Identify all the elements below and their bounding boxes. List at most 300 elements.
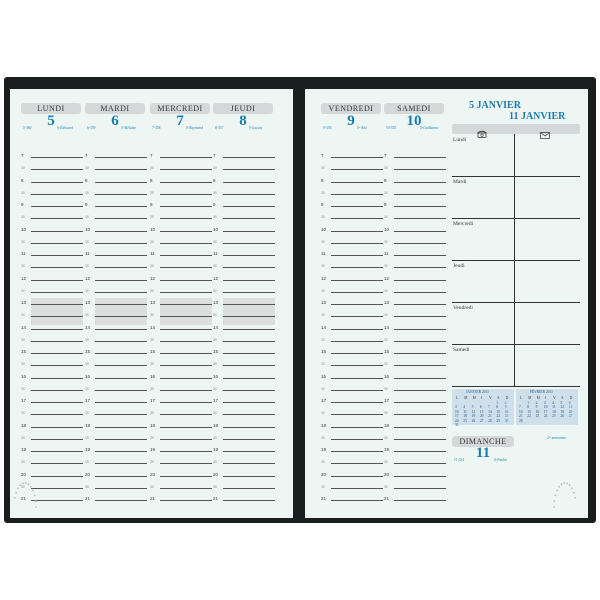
hour-number: 18	[384, 422, 390, 428]
half-hour-label: 30	[150, 313, 154, 318]
mini-calendar-day: 13	[479, 409, 484, 414]
half-hour-label: 30	[384, 166, 388, 171]
half-hour-label: 30	[150, 166, 154, 171]
hour-line	[31, 329, 83, 330]
half-hour-line	[223, 267, 275, 268]
half-hour-label: 30	[150, 484, 154, 489]
mini-calendar-day: 24	[543, 414, 548, 419]
half-hour-label: 30	[150, 337, 154, 342]
week-day-label: Mercredi	[453, 221, 474, 227]
mini-calendar-day: 21	[519, 414, 523, 419]
mini-calendar-day: 18	[552, 409, 556, 414]
hour-number: 16	[21, 373, 27, 379]
half-hour-label: 30	[21, 313, 25, 318]
half-hour-label: 30	[150, 215, 154, 220]
hour-number: 15	[384, 349, 390, 354]
half-hour-line	[31, 243, 83, 244]
mini-calendar-day: 13	[568, 405, 573, 410]
day-name-pill: JEUDI	[213, 103, 273, 114]
hour-line	[31, 255, 83, 256]
week-day-line	[452, 344, 580, 345]
hour-number: 17	[21, 398, 27, 403]
hour-number: 7	[85, 153, 88, 158]
half-hour-label: 30	[85, 215, 89, 220]
half-hour-line	[95, 390, 147, 391]
half-hour-label: 30	[21, 386, 25, 391]
sunday-code: 11-354	[454, 458, 465, 462]
mini-calendar-day: 6	[568, 401, 571, 405]
half-hour-label: 30	[321, 288, 325, 293]
day-number: 8	[239, 113, 247, 129]
hour-number: 10	[21, 226, 27, 232]
half-hour-line	[31, 390, 83, 391]
hour-line	[223, 206, 275, 207]
mini-calendar-header: V	[553, 396, 556, 400]
hour-line	[95, 280, 147, 281]
hour-line	[31, 402, 83, 403]
half-hour-label: 30	[213, 337, 217, 342]
hour-number: 21	[150, 496, 156, 501]
saint-name: Sᵗ Édouard	[57, 126, 73, 130]
half-hour-line	[394, 169, 446, 170]
hour-number: 18	[321, 422, 327, 428]
half-hour-line	[31, 316, 83, 317]
mini-calendar-day: 25	[552, 414, 556, 419]
mini-calendar-day: 30	[504, 418, 509, 423]
half-hour-line	[331, 218, 383, 219]
half-hour-line	[223, 365, 275, 366]
hour-number: 16	[384, 373, 390, 379]
half-hour-label: 30	[384, 460, 388, 465]
half-hour-line	[31, 267, 83, 268]
half-hour-line	[331, 243, 383, 244]
hour-number: 11	[213, 251, 218, 256]
half-hour-label: 30	[150, 411, 154, 416]
half-hour-line	[331, 194, 383, 195]
mini-calendar-day: 27	[479, 418, 484, 423]
hour-line	[95, 476, 147, 477]
mini-calendar-day: 11	[552, 405, 556, 410]
hour-line	[95, 402, 147, 403]
hour-line	[31, 353, 83, 354]
hour-line	[331, 451, 383, 452]
hour-number: 12	[21, 275, 27, 281]
hour-number: 20	[150, 471, 156, 477]
hour-number: 9	[213, 202, 216, 207]
hour-number: 15	[213, 349, 219, 354]
half-hour-label: 30	[213, 190, 217, 195]
half-hour-label: 30	[213, 386, 217, 391]
half-hour-line	[331, 169, 383, 170]
day-number: 5	[47, 113, 55, 129]
hour-number: 11	[85, 251, 90, 256]
half-hour-line	[31, 292, 83, 293]
half-hour-label: 30	[85, 484, 89, 489]
hour-line	[394, 402, 446, 403]
half-hour-line	[95, 267, 147, 268]
half-hour-label: 30	[213, 313, 217, 318]
half-hour-label: 30	[321, 239, 325, 244]
mini-calendar-day: 28	[488, 418, 492, 423]
mini-calendar-day: 20	[568, 409, 573, 414]
hour-line	[223, 476, 275, 477]
day-name-pill: LUNDI	[21, 103, 81, 114]
mini-calendar-day: 3	[455, 405, 457, 410]
mini-calendar-title: JANVIER 2011	[466, 390, 489, 394]
mini-calendar-day: 24	[455, 418, 459, 423]
half-hour-label: 30	[21, 337, 25, 342]
week-day-line	[452, 218, 580, 219]
mini-calendar-day: 5	[560, 401, 563, 405]
day-number: 10	[406, 113, 422, 129]
half-hour-line	[160, 341, 212, 342]
hour-line	[95, 206, 147, 207]
hour-number: 10	[150, 226, 156, 232]
hour-line	[95, 329, 147, 330]
half-hour-label: 30	[213, 288, 217, 293]
hour-line	[95, 353, 147, 354]
mini-calendar-day: 1	[496, 401, 499, 405]
hour-line	[331, 427, 383, 428]
half-hour-line	[331, 341, 383, 342]
half-hour-label: 30	[85, 435, 89, 440]
hour-line	[160, 231, 212, 232]
half-hour-label: 30	[384, 435, 388, 440]
hour-number: 7	[321, 153, 324, 158]
hour-number: 10	[384, 226, 390, 232]
half-hour-line	[31, 341, 83, 342]
hour-line	[31, 304, 83, 305]
half-hour-label: 30	[150, 190, 154, 195]
half-hour-line	[331, 365, 383, 366]
half-hour-line	[95, 169, 147, 170]
hour-line	[95, 255, 147, 256]
mini-calendar-day: 8	[496, 405, 499, 410]
half-hour-label: 30	[384, 484, 388, 489]
hour-number: 16	[150, 373, 156, 379]
hour-line	[95, 451, 147, 452]
hour-line	[95, 157, 147, 158]
hour-number: 12	[213, 275, 219, 281]
hour-number: 14	[21, 324, 27, 330]
half-hour-line	[95, 463, 147, 464]
hour-line	[31, 451, 83, 452]
mini-calendar-header: L	[456, 396, 459, 400]
half-hour-label: 30	[213, 166, 217, 171]
half-hour-line	[95, 341, 147, 342]
hour-line	[223, 157, 275, 158]
hour-line	[223, 329, 275, 330]
day-name-pill: MARDI	[85, 103, 145, 114]
mini-calendar-day: 23	[535, 414, 540, 419]
half-hour-line	[223, 218, 275, 219]
hour-number: 19	[213, 447, 219, 452]
hour-number: 13	[150, 300, 156, 305]
hour-line	[160, 304, 212, 305]
day-number: 9	[347, 113, 355, 129]
mini-calendar-day: 28	[519, 418, 523, 423]
mini-calendar-day: 16	[535, 409, 540, 414]
hour-line	[31, 427, 83, 428]
hour-number: 19	[150, 447, 156, 452]
half-hour-label: 30	[85, 264, 89, 269]
half-hour-line	[31, 218, 83, 219]
hour-line	[331, 304, 383, 305]
hour-line	[394, 353, 446, 354]
hour-line	[394, 476, 446, 477]
mini-calendar-day: 14	[488, 409, 492, 414]
hour-line	[394, 427, 446, 428]
saint-name: Sᵗ Mélaine	[121, 126, 137, 130]
day-number: 7	[176, 113, 184, 129]
mini-calendar-day: 10	[543, 405, 548, 410]
half-hour-label: 30	[384, 411, 388, 416]
half-hour-line	[160, 488, 212, 489]
half-hour-label: 30	[85, 313, 89, 318]
hour-number: 9	[384, 202, 387, 207]
half-hour-label: 30	[85, 386, 89, 391]
half-hour-line	[331, 488, 383, 489]
hour-number: 10	[321, 226, 327, 232]
half-hour-line	[95, 414, 147, 415]
half-hour-line	[394, 463, 446, 464]
half-hour-label: 30	[150, 239, 154, 244]
half-hour-line	[394, 267, 446, 268]
half-hour-label: 30	[21, 484, 25, 489]
half-hour-line	[331, 316, 383, 317]
hour-number: 11	[321, 251, 326, 256]
half-hour-label: 30	[85, 460, 89, 465]
hour-line	[394, 157, 446, 158]
hour-line	[160, 451, 212, 452]
half-hour-line	[31, 365, 83, 366]
hour-number: 15	[21, 349, 27, 354]
half-hour-label: 30	[321, 484, 325, 489]
mini-calendar-header: M	[536, 396, 540, 400]
day-name-pill: SAMEDI	[384, 103, 444, 114]
hour-number: 18	[85, 422, 91, 428]
half-hour-line	[394, 390, 446, 391]
half-hour-line	[331, 390, 383, 391]
saint-name: Sᵗ Lucien	[249, 126, 263, 130]
hour-number: 12	[150, 275, 156, 281]
hour-number: 18	[213, 422, 219, 428]
mini-calendar-day: 2	[504, 401, 507, 405]
mini-calendar-day: 19	[560, 409, 565, 414]
half-hour-line	[223, 463, 275, 464]
half-hour-label: 30	[384, 190, 388, 195]
hour-line	[394, 500, 446, 501]
hour-number: 21	[85, 496, 91, 501]
mini-calendar-day: 23	[504, 414, 509, 419]
hour-number: 9	[21, 202, 24, 207]
hour-line	[160, 378, 212, 379]
sunday-name-pill: DIMANCHE	[452, 436, 514, 447]
half-hour-label: 30	[321, 166, 325, 171]
hour-line	[160, 206, 212, 207]
day-number: 6	[111, 113, 119, 129]
mini-calendar-day: 21	[488, 414, 492, 419]
hour-number: 12	[85, 275, 91, 281]
half-hour-line	[223, 194, 275, 195]
hour-line	[223, 427, 275, 428]
mini-calendar-day: 2	[535, 401, 538, 405]
lunch-shade	[223, 298, 275, 325]
half-hour-line	[160, 365, 212, 366]
half-hour-label: 30	[321, 215, 325, 220]
half-hour-line	[394, 414, 446, 415]
day-code: 10-355	[386, 126, 397, 130]
half-hour-line	[95, 439, 147, 440]
hour-line	[223, 451, 275, 452]
day-code: 5-360	[23, 126, 32, 130]
half-hour-line	[394, 488, 446, 489]
hour-line	[95, 378, 147, 379]
hour-line	[223, 353, 275, 354]
lunch-shade	[160, 298, 212, 325]
half-hour-label: 30	[21, 239, 25, 244]
half-hour-line	[331, 463, 383, 464]
hour-line	[31, 231, 83, 232]
hour-number: 17	[384, 398, 390, 403]
mini-calendar-header: J	[480, 396, 483, 400]
hour-number: 13	[85, 300, 91, 305]
half-hour-line	[394, 194, 446, 195]
hour-number: 20	[321, 471, 327, 477]
half-hour-line	[160, 267, 212, 268]
hour-line	[331, 206, 383, 207]
hour-line	[160, 402, 212, 403]
mini-calendar-header: V	[489, 396, 492, 400]
half-hour-label: 30	[321, 362, 325, 367]
mini-calendar-day: 12	[560, 405, 565, 410]
hour-line	[394, 451, 446, 452]
mini-calendar-day: 26	[471, 418, 476, 423]
week-title-start: 5 JANVIER	[469, 100, 521, 111]
hour-number: 11	[384, 251, 389, 256]
half-hour-line	[223, 414, 275, 415]
half-hour-label: 30	[321, 435, 325, 440]
hour-line	[160, 280, 212, 281]
hour-line	[394, 280, 446, 281]
half-hour-line	[31, 463, 83, 464]
mini-calendar-header: D	[505, 396, 509, 400]
half-hour-line	[331, 439, 383, 440]
half-hour-label: 30	[213, 264, 217, 269]
half-hour-label: 30	[384, 239, 388, 244]
hour-number: 8	[85, 177, 88, 183]
half-hour-line	[394, 243, 446, 244]
half-hour-line	[160, 169, 212, 170]
mini-calendar-day: 7	[519, 405, 521, 410]
saint-name: Sᵗ Raymond	[186, 126, 203, 130]
mini-calendar-day: 15	[527, 409, 531, 414]
hour-line	[331, 231, 383, 232]
week-day-label: Jeudi	[453, 263, 465, 269]
half-hour-label: 30	[85, 362, 89, 367]
hour-number: 13	[213, 300, 219, 305]
hour-number: 21	[21, 496, 27, 501]
half-hour-line	[394, 292, 446, 293]
half-hour-line	[31, 169, 83, 170]
hour-number: 19	[85, 447, 91, 452]
half-hour-label: 30	[150, 460, 154, 465]
week-day-line	[452, 260, 580, 261]
hour-line	[160, 157, 212, 158]
hour-number: 11	[21, 251, 26, 256]
half-hour-label: 30	[21, 288, 25, 293]
half-hour-label: 30	[21, 460, 25, 465]
hour-line	[331, 476, 383, 477]
hour-number: 15	[150, 349, 156, 354]
mini-calendar-day: 3	[543, 401, 546, 405]
hour-line	[223, 182, 275, 183]
half-hour-label: 30	[384, 362, 388, 367]
hour-line	[95, 500, 147, 501]
day-name-pill: MERCREDI	[150, 103, 210, 114]
contact-bar	[452, 124, 580, 134]
half-hour-label: 30	[85, 411, 89, 416]
hour-number: 7	[21, 153, 24, 158]
hour-number: 14	[384, 324, 390, 330]
half-hour-label: 30	[150, 264, 154, 269]
hour-line	[394, 255, 446, 256]
half-hour-label: 30	[213, 484, 217, 489]
sunday-number: 11	[475, 445, 491, 461]
mini-calendar-header: M	[464, 396, 468, 400]
hour-number: 14	[321, 324, 327, 330]
mini-calendar-title: FÉVRIER 2011	[530, 390, 553, 394]
mini-calendar-day: 17	[543, 409, 548, 414]
mini-calendar-day: 12	[471, 409, 476, 414]
mini-calendar-header: S	[497, 396, 500, 400]
half-hour-label: 30	[21, 190, 25, 195]
half-hour-line	[394, 439, 446, 440]
half-hour-line	[331, 267, 383, 268]
half-hour-line	[394, 365, 446, 366]
half-hour-line	[160, 243, 212, 244]
mini-calendar-header: M	[528, 396, 532, 400]
hour-line	[331, 280, 383, 281]
hour-number: 21	[213, 496, 219, 501]
hour-number: 17	[321, 398, 327, 403]
half-hour-line	[160, 390, 212, 391]
half-hour-label: 30	[150, 386, 154, 391]
hour-number: 8	[213, 177, 216, 183]
hour-number: 7	[150, 153, 153, 158]
lunch-shade	[95, 298, 147, 325]
day-code: 6-359	[87, 126, 96, 130]
mini-calendar-day: 5	[471, 405, 474, 410]
mini-calendar-day: 19	[471, 414, 476, 419]
half-hour-line	[160, 316, 212, 317]
week-day-line	[452, 176, 580, 177]
half-hour-line	[394, 218, 446, 219]
half-hour-line	[223, 169, 275, 170]
hour-line	[394, 231, 446, 232]
saint-name: Sᵗᵉ Alix	[357, 126, 367, 130]
hour-line	[31, 378, 83, 379]
mini-calendar-day: 29	[496, 418, 501, 423]
hour-number: 16	[213, 373, 219, 379]
hour-line	[95, 182, 147, 183]
mini-calendar-day: 9	[535, 405, 538, 410]
half-hour-line	[95, 488, 147, 489]
hour-line	[223, 231, 275, 232]
hour-number: 17	[150, 398, 156, 403]
half-hour-line	[223, 316, 275, 317]
hour-number: 8	[384, 177, 387, 183]
